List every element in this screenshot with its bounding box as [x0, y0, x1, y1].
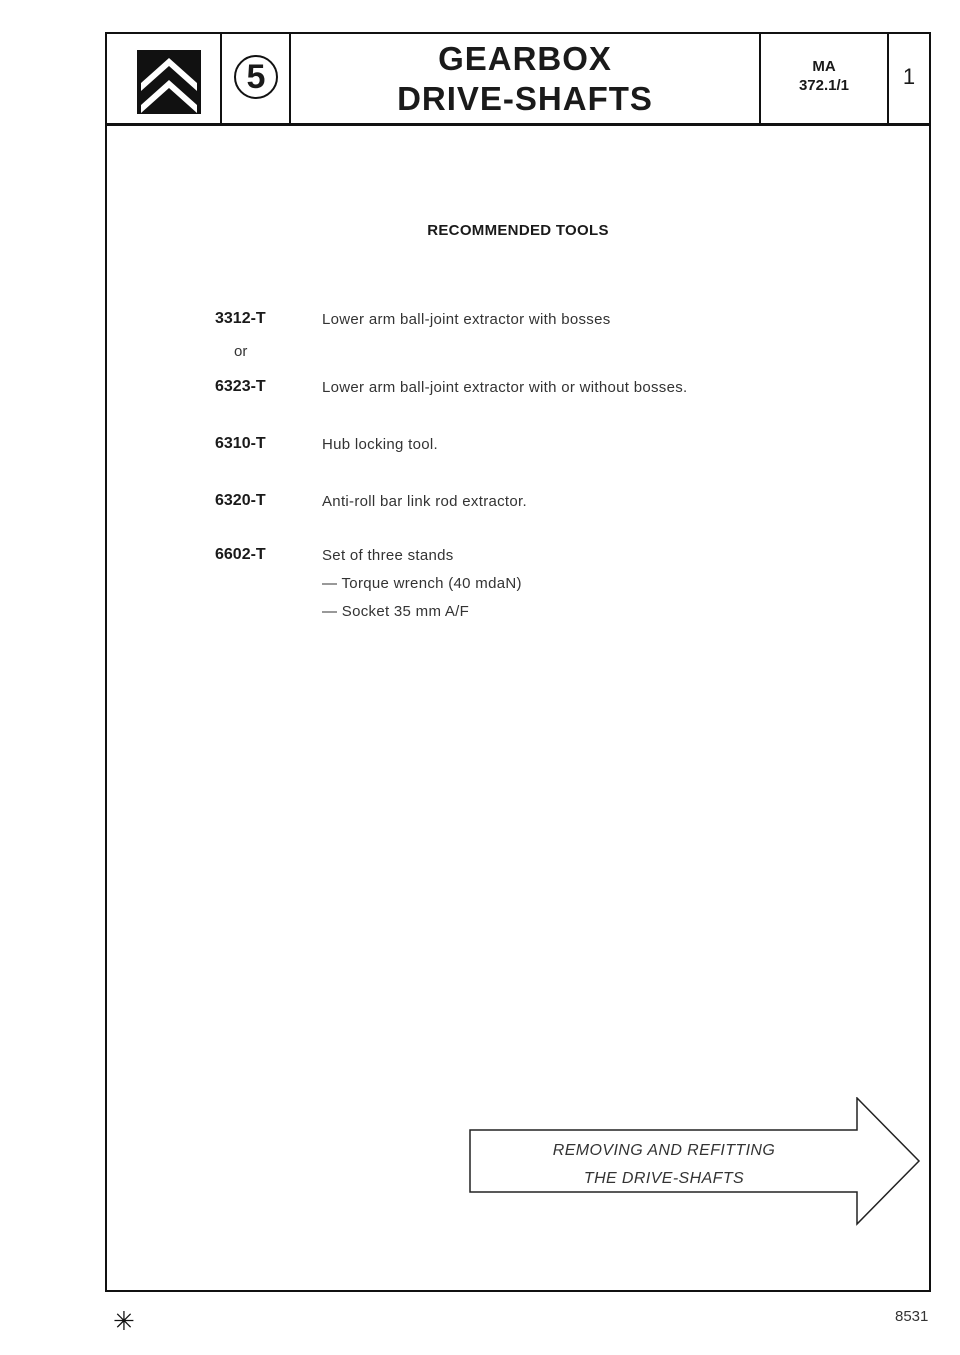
arrow-label-line-2: THE DRIVE-SHAFTS: [583, 1170, 745, 1187]
tool-description: Anti-roll bar link rod extractor.: [322, 493, 527, 510]
header-title-cell: [291, 34, 761, 123]
tool-code: 6320-T: [215, 492, 266, 509]
asterisk-icon: ✳: [113, 1306, 135, 1336]
right-arrow-icon[interactable]: [469, 1097, 924, 1232]
arrow-label-line-1: REMOVING AND REFITTING: [552, 1142, 776, 1159]
or-text: or: [234, 343, 248, 360]
header-ref-cell: [761, 34, 889, 123]
tool-description: Hub locking tool.: [322, 436, 438, 453]
header-page-cell: [889, 34, 929, 123]
ref-line-1: MA: [812, 58, 836, 75]
tool-code: 6310-T: [215, 435, 266, 452]
tool-code: 6602-T: [215, 546, 266, 563]
chapter-number: 5: [234, 55, 278, 99]
tool-code: 6323-T: [215, 378, 266, 395]
tool-description: Lower arm ball-joint extractor with bosses: [322, 311, 611, 328]
header-logo-cell: [107, 34, 222, 123]
page-frame: [105, 32, 931, 1292]
ref-line-2: 372.1/1: [798, 77, 850, 94]
extra-item: — Torque wrench (40 mdaN): [322, 575, 522, 592]
extra-item: — Socket 35 mm A/F: [322, 603, 470, 620]
section-title: RECOMMENDED TOOLS: [427, 222, 609, 239]
tool-description: Lower arm ball-joint extractor with or without bosses.: [322, 379, 688, 396]
citroen-double-chevron-icon: [137, 50, 201, 114]
header-chapter-cell: [222, 34, 291, 123]
header-bar: [107, 34, 929, 126]
document-number: 8531: [895, 1308, 929, 1325]
tool-code: 3312-T: [215, 310, 266, 327]
title-line-2: DRIVE-SHAFTS: [397, 80, 653, 117]
title-line-1: GEARBOX: [438, 40, 612, 77]
page-number: 1: [902, 64, 916, 89]
tool-description: Set of three stands: [322, 547, 454, 564]
